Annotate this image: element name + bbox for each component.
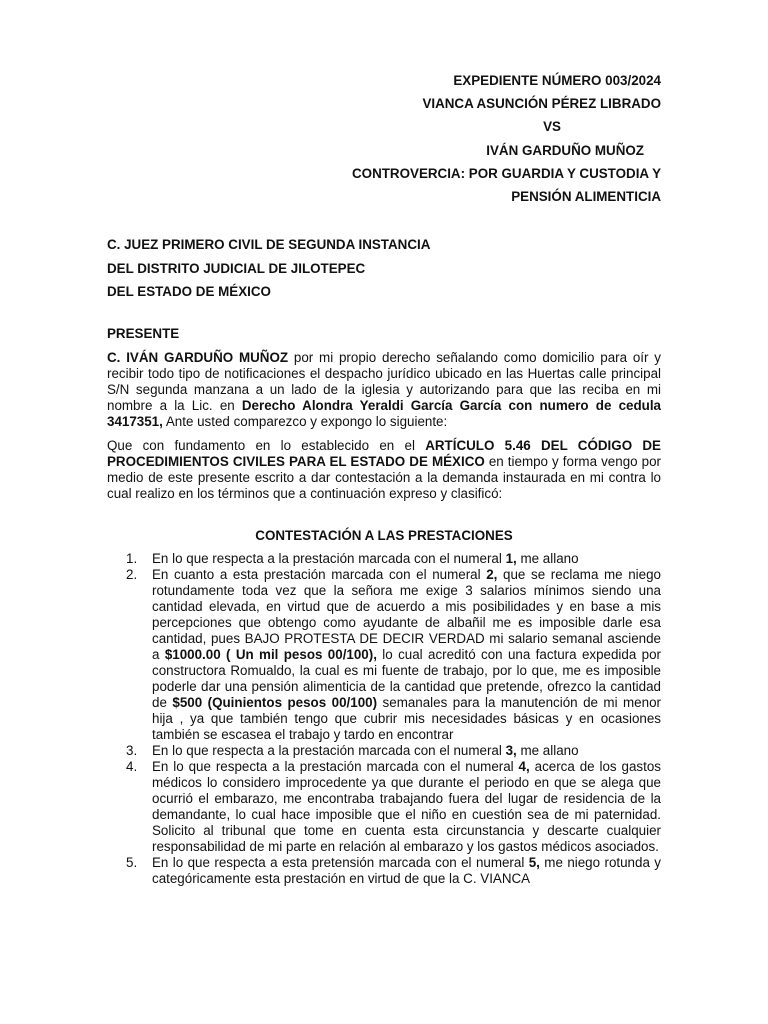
list-item — [106, 855, 661, 887]
list-item — [106, 567, 661, 743]
addressee-block — [107, 233, 430, 304]
document-body — [107, 326, 661, 887]
item-bold: 1, — [505, 551, 517, 566]
addressee-line-3: DEL ESTADO DE MÉXICO — [107, 284, 271, 299]
list-number: 2. — [126, 567, 138, 582]
controversy-line-1: CONTROVERCIA: POR GUARDIA Y CUSTODIA Y — [351, 165, 661, 181]
item-text: En lo que respecta a la prestación marcada con el numeral — [152, 743, 506, 758]
item-text: En lo que respecta a esta pretensión marcada con el numeral — [152, 855, 529, 870]
legal-text-2: en tiempo y forma vengo por medio de este presente escrito a dar contestación a la demanda instaurada en mi contra lo cual realizo en los términos que a continuación expreso y clasificó: — [107, 454, 661, 501]
intro-text-2: Ante usted comparezco y expongo lo siguiente: — [162, 414, 448, 429]
item-text: En lo que respecta a la prestación marcada con el numeral — [152, 759, 519, 774]
list-item — [106, 743, 661, 759]
item-bold: $500 (Quinientos pesos 00/100) — [172, 695, 378, 710]
controversy-line-2: PENSIÓN ALIMENTICIA — [511, 189, 661, 205]
item-text: En lo que respecta a la prestación marcada con el numeral — [152, 551, 506, 566]
item-text: me allano — [516, 743, 579, 758]
prestaciones-list — [107, 551, 661, 887]
item-bold: 2, — [486, 567, 498, 582]
item-text: acerca de los gastos médicos lo considero improcedente ya que durante el periodo en que se alega que ocurrió el embarazo, me encontraba trabajando fuera del lugar de residencia de la demandante, lo cual hace imposible que el niño en cuestión sea de mi paternidad. Solicito al tribunal que tome en cuenta esta circunstancia y descarte cualquier responsabilidad de mi parte en relación al embarazo y los gastos médicos asociados. — [152, 759, 661, 854]
item-text: me allano — [516, 551, 579, 566]
intro-paragraph — [107, 350, 661, 430]
list-number: 3. — [126, 743, 138, 758]
versus-label: VS — [543, 119, 561, 135]
item-bold: 5, — [528, 855, 540, 870]
case-header — [352, 69, 661, 208]
item-bold: 3, — [505, 743, 517, 758]
item-text: que se reclama me niego rotundamente toda vez que la señora me exige 3 salarios mínimos siendo una cantidad elevada, en virtud que de acuerdo a mis posibilidades y en base a mis percepciones que obtengo como ayudante de albañil me es imposible darle esa cantidad, pues BAJO PROTESTA DE DECIR VERDAD mi salario semanal asciende a — [152, 567, 662, 662]
list-item — [106, 551, 661, 567]
list-number: 1. — [126, 551, 138, 566]
lawyer-name: Derecho Alondra Yeraldi García García con numero de cedula 3417351, — [107, 398, 661, 429]
legal-basis-paragraph — [107, 438, 661, 502]
item-text: semanales para la manutención de mi menor hija , ya que también tengo que cubrir mis necesidades básicas y en ocasiones también se escasea el trabajo y tardo en encontrar — [152, 695, 661, 742]
intro-text-1: por mi propio derecho señalando como domicilio para oír y recibir todo tipo de notificaciones el despacho jurídico ubicado en las Huertas calle principal S/N segunda manzana a un lado de la iglesia y autorizando para que las reciba en mi nombre a la Lic. en — [107, 350, 661, 413]
list-number: 4. — [126, 759, 138, 774]
item-text: lo cual acreditó con una factura expedida por constructora Romualdo, la cual es mi fuente de trabajo, por lo que, me es imposible poderle dar una pensión alimenticia de la cantidad que pretende, ofrezco la cantidad de — [152, 647, 662, 710]
section-title: CONTESTACIÓN A LAS PRESTACIONES — [255, 528, 513, 543]
item-bold: 4, — [518, 759, 530, 774]
legal-text-1: Que con fundamento en lo establecido en el — [107, 438, 426, 453]
presente-heading: PRESENTE — [107, 326, 180, 341]
list-item — [106, 759, 661, 855]
list-number: 5. — [126, 855, 138, 870]
defendant-name: IVÁN GARDUÑO MUÑOZ — [486, 142, 644, 158]
defendant-name-bold: C. IVÁN GARDUÑO MUÑOZ — [107, 350, 289, 365]
item-bold: $1000.00 ( Un mil pesos 00/100), — [164, 647, 377, 662]
item-text: En cuanto a esta prestación marcada con el numeral — [152, 567, 487, 582]
case-number: EXPEDIENTE NÚMERO 003/2024 — [453, 73, 661, 88]
item-text: me niego rotunda y categóricamente esta prestación en virtud de que la C. VIANCA — [152, 855, 661, 886]
plaintiff-name: VIANCA ASUNCIÓN PÉREZ LIBRADO — [422, 96, 661, 112]
addressee-line-2: DEL DISTRITO JUDICIAL DE JILOTEPEC — [107, 260, 366, 276]
addressee-line-1: C. JUEZ PRIMERO CIVIL DE SEGUNDA INSTANCIA — [107, 237, 431, 252]
article-reference: ARTÍCULO 5.46 DEL CÓDIGO DE PROCEDIMIENTOS CIVILES PARA EL ESTADO DE MÉXICO — [107, 438, 661, 469]
